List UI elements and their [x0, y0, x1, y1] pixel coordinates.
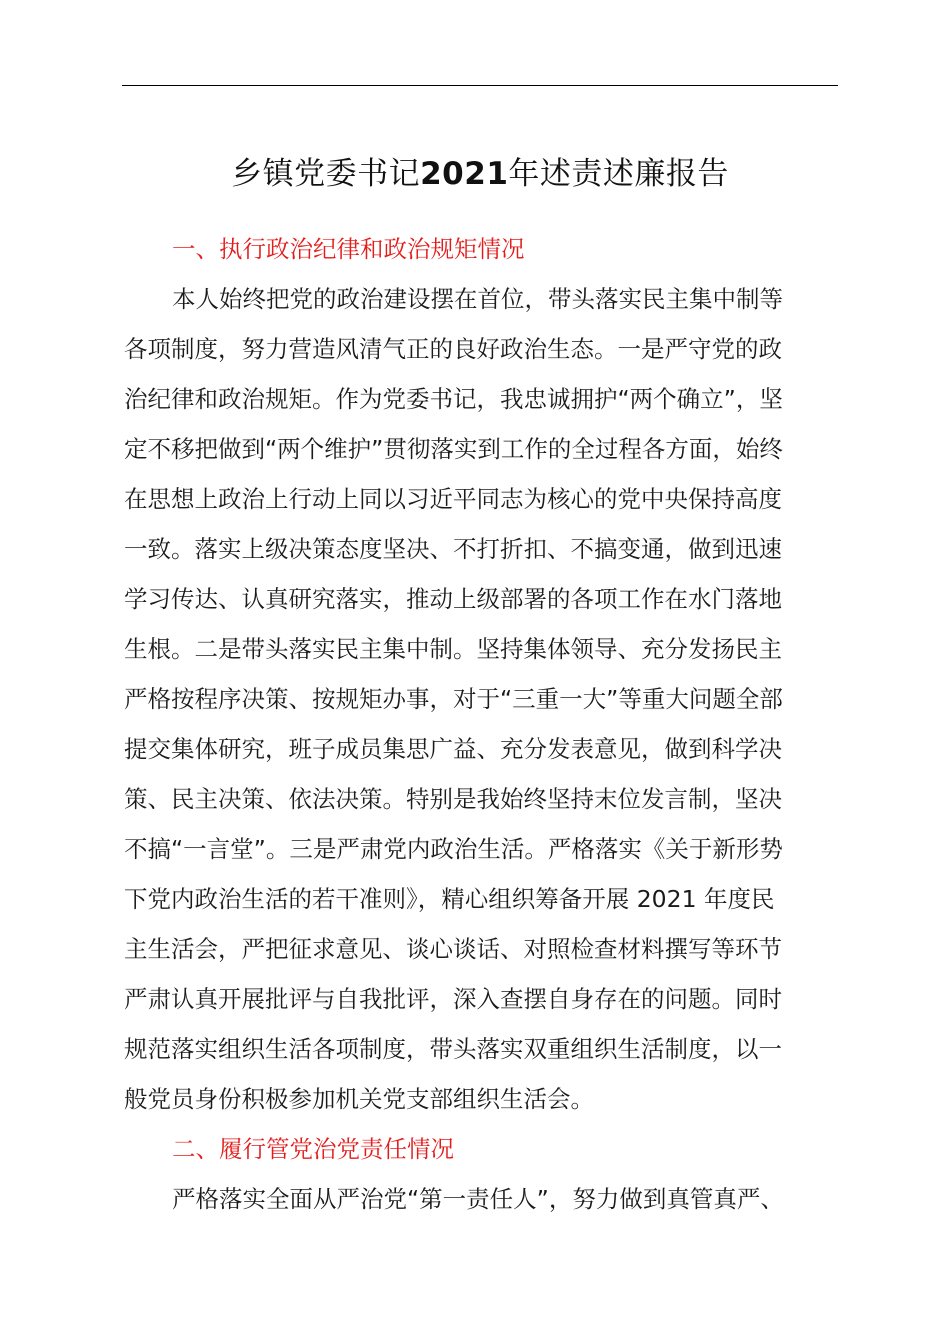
paragraph-line: 策、民主决策、依法决策。特别是我始终坚持末位发言制，坚决	[124, 785, 782, 813]
paragraph-line: 学习传达、认真研究落实，推动上级部署的各项工作在水门落地	[124, 585, 782, 613]
section-heading: 二、履行管党治党责任情况	[172, 1135, 454, 1163]
paragraph-line: 主生活会，严把征求意见、谈心谈话、对照检查材料撰写等环节	[124, 935, 782, 963]
paragraph-line: 规范落实组织生活各项制度，带头落实双重组织生活制度，以一	[124, 1035, 782, 1063]
paragraph-line: 严肃认真开展批评与自我批评，深入查摆自身存在的问题。同时	[124, 985, 782, 1013]
paragraph-line: 生根。二是带头落实民主集中制。坚持集体领导、充分发扬民主	[124, 635, 782, 663]
paragraph-line: 下党内政治生活的若干准则》，精心组织筹备开展 2021 年度民	[124, 885, 775, 913]
paragraph-line: 一致。落实上级决策态度坚决、不打折扣、不搞变通，做到迅速	[124, 535, 782, 563]
paragraph-line: 般党员身份积极参加机关党支部组织生活会。	[124, 1085, 594, 1113]
paragraph-line: 在思想上政治上行动上同以习近平同志为核心的党中央保持高度	[124, 485, 782, 513]
title-prefix: 乡镇党委书记	[231, 156, 421, 192]
paragraph-line: 严格落实全面从严治党“第一责任人”，努力做到真管真严、	[172, 1185, 784, 1213]
paragraph-line: 定不移把做到“两个维护”贯彻落实到工作的全过程各方面，始终	[124, 435, 783, 463]
header-rule	[122, 85, 838, 86]
section-heading: 一、执行政治纪律和政治规矩情况	[172, 235, 525, 263]
paragraph-line: 严格按程序决策、按规矩办事，对于“三重一大”等重大问题全部	[124, 685, 783, 713]
page-title	[122, 148, 838, 200]
paragraph-line: 本人始终把党的政治建设摆在首位，带头落实民主集中制等	[172, 285, 783, 313]
paragraph-line: 各项制度，努力营造风清气正的良好政治生态。一是严守党的政	[124, 335, 782, 363]
paragraph-line: 提交集体研究，班子成员集思广益、充分发表意见，做到科学决	[124, 735, 782, 763]
document-body	[124, 224, 840, 1224]
title-suffix: 年述责述廉报告	[508, 156, 729, 192]
paragraph-line: 治纪律和政治规矩。作为党委书记，我忠诚拥护“两个确立”，坚	[124, 385, 783, 413]
title-year: 2021	[420, 156, 509, 192]
paragraph-line: 不搞“一言堂”。三是严肃党内政治生活。严格落实《关于新形势	[124, 835, 783, 863]
